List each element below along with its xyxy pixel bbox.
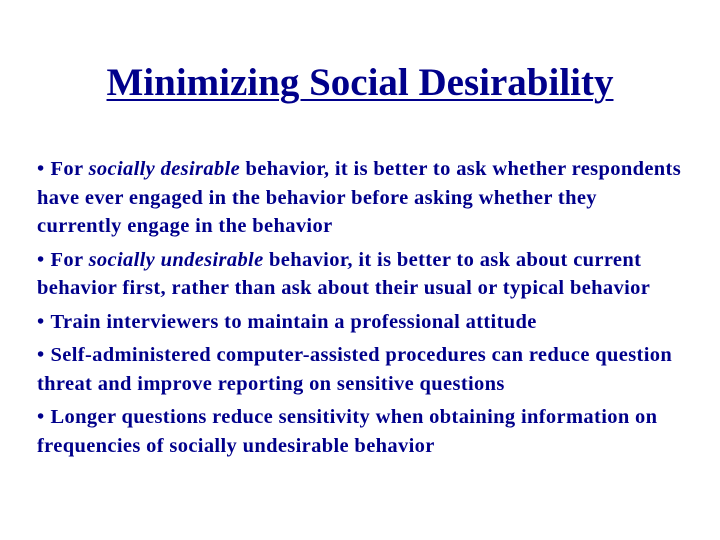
bullet-marker: • [37, 248, 45, 271]
bullet-text-emphasis: socially undesirable [88, 248, 264, 271]
bullet-marker: • [37, 310, 45, 333]
bullet-text-before: For [50, 158, 89, 180]
bullet-item [37, 341, 687, 398]
bullet-item [37, 246, 687, 303]
bullet-text-after: behavior, it is better to ask whether respondents have ever engaged in the behavior before asking whether they currently engage in the behavior [37, 158, 682, 237]
bullet-text-before: Self-administered computer-assisted procedures can reduce question threat and improve reporting on sensitive questions [37, 344, 673, 395]
bullet-item [37, 308, 687, 337]
slide-title: Minimizing Social Desirability [106, 61, 614, 104]
bullet-text-before: Longer questions reduce sensitivity when obtaining information on frequencies of socially undesirable behavior [37, 406, 658, 457]
bullet-text-before: Train interviewers to maintain a professional attitude [50, 310, 537, 333]
bullet-text-before: For [50, 248, 89, 271]
bullet-marker: • [37, 344, 45, 366]
bullet-item [37, 155, 687, 241]
bullet-item [37, 403, 687, 460]
bullet-text-emphasis: socially desirable [88, 158, 241, 180]
bullet-marker: • [37, 406, 45, 428]
bullet-list [37, 155, 687, 465]
bullet-text-after: behavior, it is better to ask about current behavior first, rather than ask about their usual or typical behavior [37, 248, 651, 299]
bullet-marker: • [37, 158, 45, 180]
